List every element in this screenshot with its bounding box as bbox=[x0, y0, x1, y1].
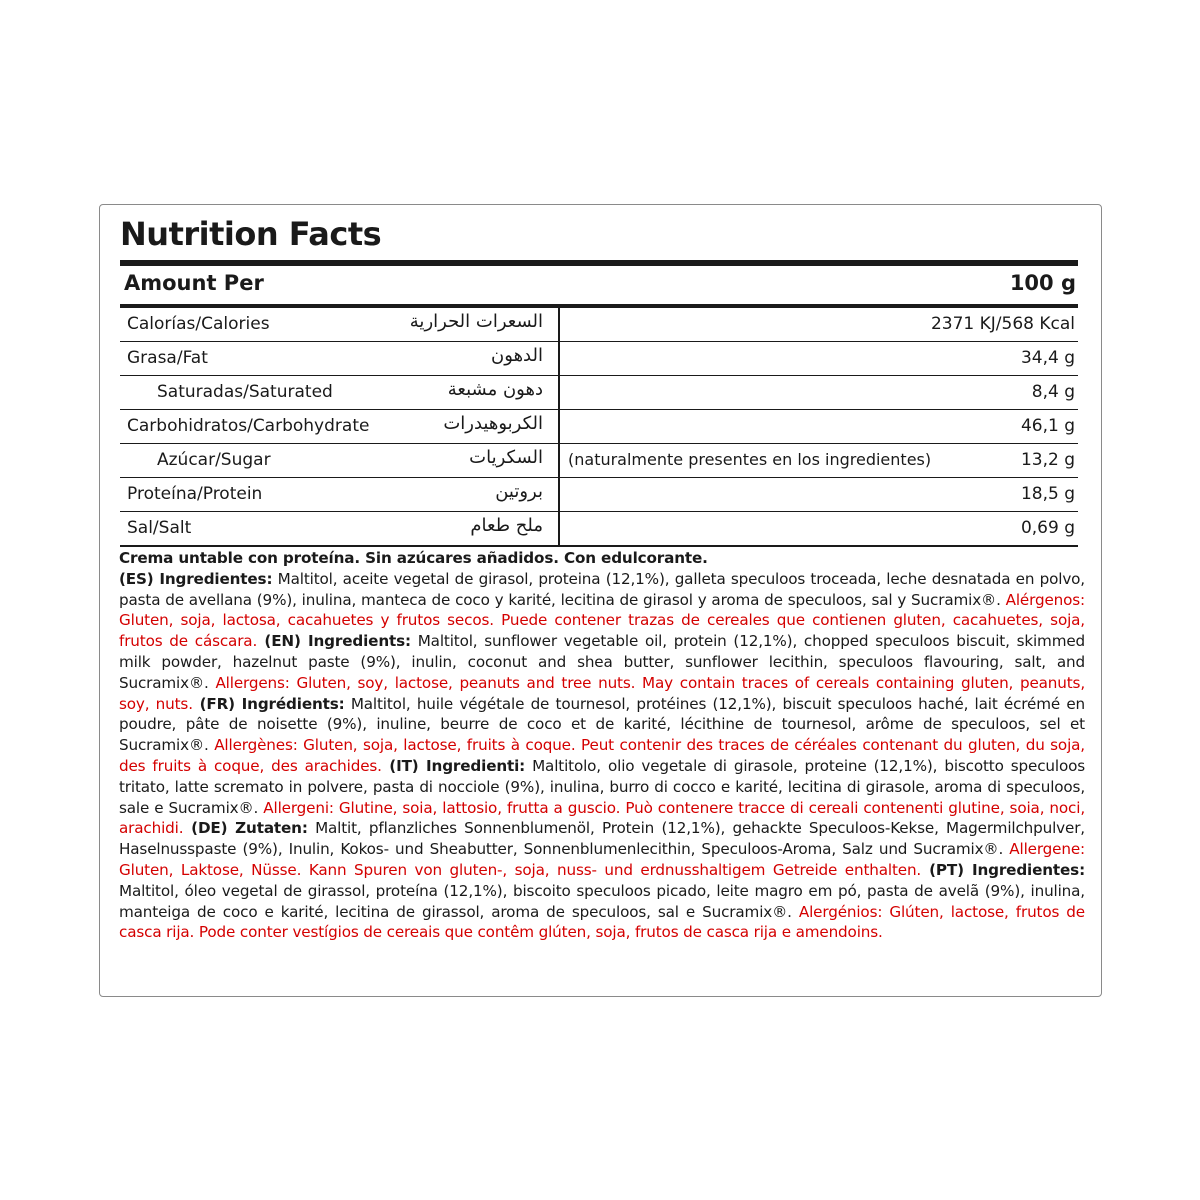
ingredients-label-es: (ES) Ingredientes: bbox=[119, 569, 273, 588]
nutrient-arabic-label: الكربوهيدرات bbox=[443, 413, 543, 434]
allergens-text-pt: Alergénios: Glúten, lactose, frutos de casca rija. Pode conter vestígios de cereais que contêm glúten, soja, frutos de casca rija e amendoins. bbox=[119, 902, 1085, 942]
nutrient-arabic-label: ملح طعام bbox=[470, 515, 543, 536]
nutrient-row-fat bbox=[120, 342, 1078, 376]
nutrient-arabic-label: دهون مشبعة bbox=[447, 379, 543, 400]
ingredients-label-pt: (PT) Ingredientes: bbox=[921, 860, 1085, 879]
ingredients-label-en: (EN) Ingredients: bbox=[257, 632, 411, 651]
allergens-text-en: Allergens: Gluten, soy, lactose, peanuts and tree nuts. May contain traces of cereals containing gluten, peanuts, soy, nuts. bbox=[119, 673, 1085, 713]
column-divider bbox=[558, 444, 560, 477]
nutrient-value: 46,1 g bbox=[1020, 416, 1075, 436]
nutrient-table bbox=[120, 308, 1078, 547]
ingredients-label-fr: (FR) Ingrédients: bbox=[192, 694, 345, 713]
nutrient-label: Grasa/Fat bbox=[127, 348, 208, 368]
nutrient-arabic-label: السعرات الحرارية bbox=[409, 311, 543, 332]
nutrition-panel bbox=[99, 204, 1102, 997]
nutrient-row-salt bbox=[120, 512, 1078, 547]
ingredients-text-es: Maltitol, aceite vegetal de girasol, proteina (12,1%), galleta speculoos troceada, leche desnatada en polvo, pasta de avellana (9%), inulina, manteca de coco y karité, lecitina de girasol y aroma de speculoos, sal y Sucramix®. bbox=[119, 569, 1085, 609]
nutrient-label: Sal/Salt bbox=[127, 518, 192, 538]
column-divider bbox=[558, 308, 560, 341]
nutrient-label: Saturadas/Saturated bbox=[157, 382, 333, 402]
nutrient-row-sugar bbox=[120, 444, 1078, 478]
nutrient-value: 34,4 g bbox=[1020, 348, 1075, 368]
nutrient-label: Azúcar/Sugar bbox=[157, 450, 271, 470]
ingredients-text bbox=[119, 548, 1085, 943]
ingredients-text-it: Maltitolo, olio vegetale di girasole, proteine (12,1%), biscotto speculoos tritato, latte scremato in polvere, pasta di nocciole (9%), inulina, burro di cocco e karité, lecitina di girasole, aroma di speculoos, sale e Sucramix®. bbox=[119, 756, 1085, 817]
amount-per-unit: 100 g bbox=[1009, 271, 1076, 295]
ingredients-text-fr: Maltitol, huile végétale de tournesol, protéines (12,1%), biscuit speculoos haché, lait écrémé en poudre, pâte de noisette (9%), inuline, beurre de coco et de karité, lécithine de tournesol, arôme de speculoos, sel et Sucramix®. bbox=[119, 694, 1086, 755]
allergens-text-es: Alérgenos: Gluten, soja, lactosa, cacahuetes y frutos secos. Puede contener trazas de cereales que contienen gluten, cacahuetes, soja, frutos de cáscara. bbox=[119, 590, 1085, 651]
nutrient-note: (naturalmente presentes en los ingredientes) bbox=[568, 450, 932, 469]
column-divider bbox=[558, 342, 560, 375]
ingredients-text-pt: Maltitol, óleo vegetal de girassol, proteína (12,1%), biscoito speculoos picado, leite magro em pó, pasta de avelã (9%), inulina, manteiga de coco e karité, lecitina de girassol, aroma de speculoos, sal e Sucramix®. bbox=[119, 881, 1085, 921]
nutrient-label: Proteína/Protein bbox=[127, 484, 263, 504]
amount-per-row bbox=[120, 266, 1078, 308]
nutrient-row-carbohydrate bbox=[120, 410, 1078, 444]
ingredients-text-en: Maltitol, sunflower vegetable oil, protein (12,1%), chopped speculoos biscuit, skimmed milk powder, hazelnut paste (9%), inulin, coconut and shea butter, sunflower lecithin, speculoos flavouring, salt, and Sucramix®. bbox=[119, 632, 1086, 692]
nutrient-value: 2371 KJ/568 Kcal bbox=[930, 314, 1075, 334]
ingredients-text-de: Maltit, pflanzliches Sonnenblumenöl, Protein (12,1%), gehackte Speculoos-Kekse, Magermilchpulver, Haselnusspaste (9%), Inulin, Kokos- und Sheabutter, Sonnenblumenlecithin, Speculoos-Aroma, Salz und Sucramix®. bbox=[119, 819, 1085, 859]
allergens-text-de: Allergene: Gluten, Laktose, Nüsse. Kann Spuren von gluten-, soja, nuss- und erdnusshaltigem Getreide enthalten. bbox=[119, 840, 1085, 879]
nutrient-arabic-label: الدهون bbox=[491, 345, 543, 366]
panel-title: Nutrition Facts bbox=[120, 215, 382, 253]
nutrient-row-protein bbox=[120, 478, 1078, 512]
nutrient-value: 18,5 g bbox=[1020, 484, 1075, 504]
column-divider bbox=[558, 376, 560, 409]
ingredients-label-it: (IT) Ingredienti: bbox=[381, 756, 526, 775]
allergens-text-fr: Allergènes: Gluten, soja, lactose, fruits à coque. Peut contenir des traces de céréales contenant du gluten, du soja, des fruits à coque, des arachides. bbox=[119, 736, 1085, 775]
nutrient-row-calories bbox=[120, 308, 1078, 342]
nutrient-value: 0,69 g bbox=[1020, 518, 1075, 538]
nutrient-row-saturated bbox=[120, 376, 1078, 410]
nutrient-value: 13,2 g bbox=[1020, 450, 1075, 470]
column-divider bbox=[558, 410, 560, 443]
amount-per-label: Amount Per bbox=[124, 271, 264, 295]
nutrient-arabic-label: السكريات bbox=[469, 447, 543, 468]
product-headline: Crema untable con proteína. Sin azúcares añadidos. Con edulcorante. bbox=[119, 549, 708, 567]
nutrient-arabic-label: بروتين bbox=[495, 481, 543, 502]
nutrient-label: Calorías/Calories bbox=[127, 314, 270, 334]
allergens-text-it: Allergeni: Glutine, soia, lattosio, frutta a guscio. Può contenere tracce di cereali contenenti glutine, soia, noci, arachidi. bbox=[119, 798, 1085, 838]
column-divider bbox=[558, 512, 560, 545]
nutrient-label: Carbohidratos/Carbohydrate bbox=[127, 416, 370, 436]
column-divider bbox=[558, 478, 560, 511]
nutrient-value: 8,4 g bbox=[1031, 382, 1075, 402]
ingredients-label-de: (DE) Zutaten: bbox=[183, 819, 308, 838]
